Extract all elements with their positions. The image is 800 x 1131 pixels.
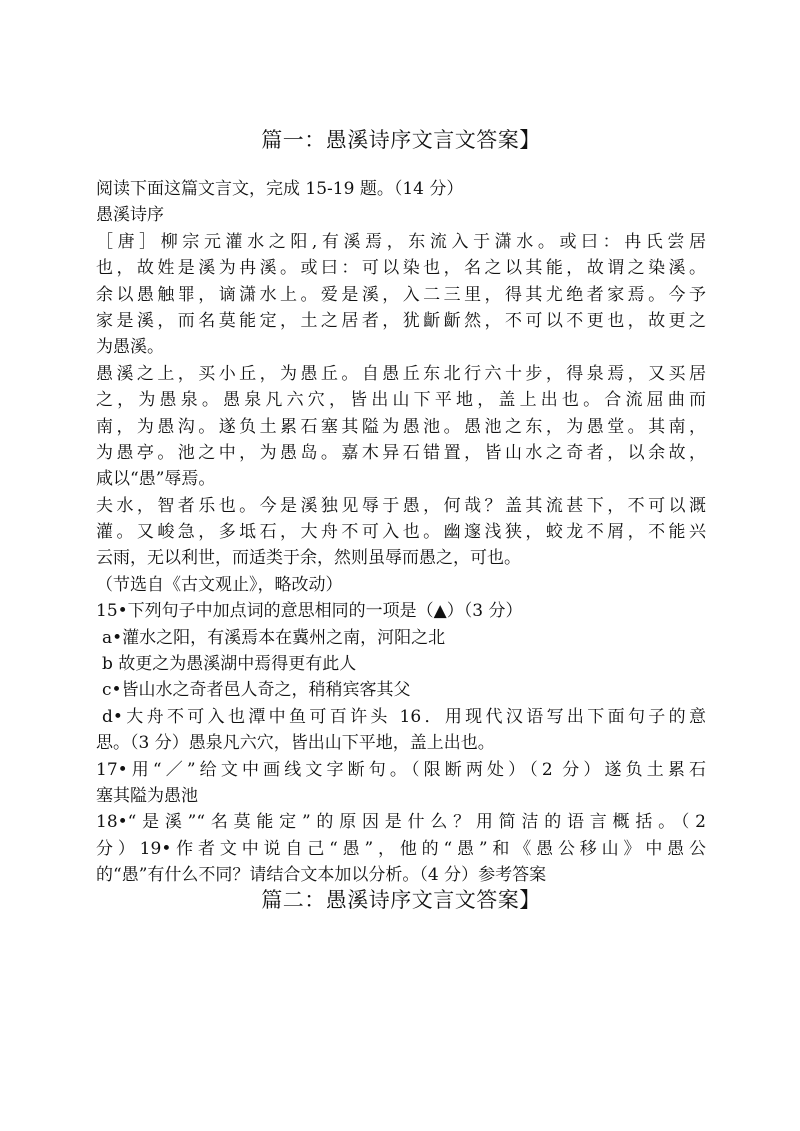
passage-line: 为愚溪。 (96, 337, 164, 358)
section-title-2: 篇二：愚溪诗序文言文答案】 (261, 888, 541, 912)
question-option-d: d•大舟不可入也潭中鱼可百许头 16．用现代汉语写出下面句子的意 (102, 706, 706, 727)
question-option-c: c•皆山水之奇者邑人奇之，稍稍宾客其父 (102, 680, 411, 701)
intro-line: 阅读下面这篇文言文，完成 15-19 题。（14 分） (96, 179, 464, 199)
passage-line: 为愚亭。池之中，为愚岛。嘉木异石错置，皆山水之奇者，以余故， (96, 442, 706, 463)
question-line: 思。（3 分）愚泉凡六穴，皆出山下平地，盖上出也。 (96, 733, 495, 754)
question-line: 的“愚”有什么不同？请结合文本加以分析。（4 分）参考答案 (96, 865, 547, 886)
question-line: 15•下列句子中加点词的意思相同的一项是（▲）（3 分） (96, 601, 523, 622)
source-note: （节选自《古文观止》，略改动） (96, 574, 343, 595)
passage-line: 余以愚触罪，谪潇水上。爱是溪，入二三里，得其尤绝者家焉。今予 (96, 284, 706, 305)
poem-title: 愚溪诗序 (96, 205, 164, 226)
passage-line: 愚溪之上，买小丘，为愚丘。自愚丘东北行六十步，得泉焉，又买居 (96, 363, 706, 384)
section-title-1: 篇一：愚溪诗序文言文答案】 (261, 128, 541, 152)
passage-line: 之，为愚泉。愚泉凡六穴，皆出山下平地，盖上出也。合流屈曲而 (96, 390, 706, 411)
question-option-a: a•灌水之阳，有溪焉本在冀州之南，河阳之北 (102, 627, 446, 648)
question-line: 分）19•作者文中说自己“愚”，他的“愚”和《愚公移山》中愚公 (96, 838, 706, 859)
passage-line: 也，故姓是溪为冉溪。或曰：可以染也，名之以其能，故谓之染溪。 (96, 258, 706, 279)
question-line: 塞其隘为愚池 (96, 785, 198, 806)
passage-line: ［唐］柳宗元灌水之阳,有溪焉，东流入于潇水。或曰：冉氏尝居 (96, 231, 706, 252)
passage-line: 家是溪，而名莫能定，土之居者，犹齗齗然，不可以不更也，故更之 (96, 310, 706, 331)
question-line: 17•用“／”给文中画线文字断句。（限断两处）（2 分）遂负土累石 (96, 759, 706, 780)
question-line: 18•“是溪”“名莫能定”的原因是什么？用简洁的语言概括。（2 (96, 812, 706, 833)
passage-line: 灌。又峻急，多坻石，大舟不可入也。幽邃浅狭，蛟龙不屑，不能兴 (96, 522, 706, 543)
document-body (96, 176, 706, 889)
passage-line: 咸以“愚”辱焉。 (96, 469, 216, 490)
passage-line: 南，为愚沟。遂负土累石塞其隘为愚池。愚池之东，为愚堂。其南， (96, 416, 706, 437)
passage-line: 夫水，智者乐也。今是溪独见辱于愚，何哉？盖其流甚下，不可以溉 (96, 495, 706, 516)
passage-line: 云雨，无以利世，而适类于余，然则虽辱而愚之，可也。 (96, 548, 521, 569)
question-option-b: b 故更之为愚溪湖中焉得更有此人 (102, 654, 357, 675)
